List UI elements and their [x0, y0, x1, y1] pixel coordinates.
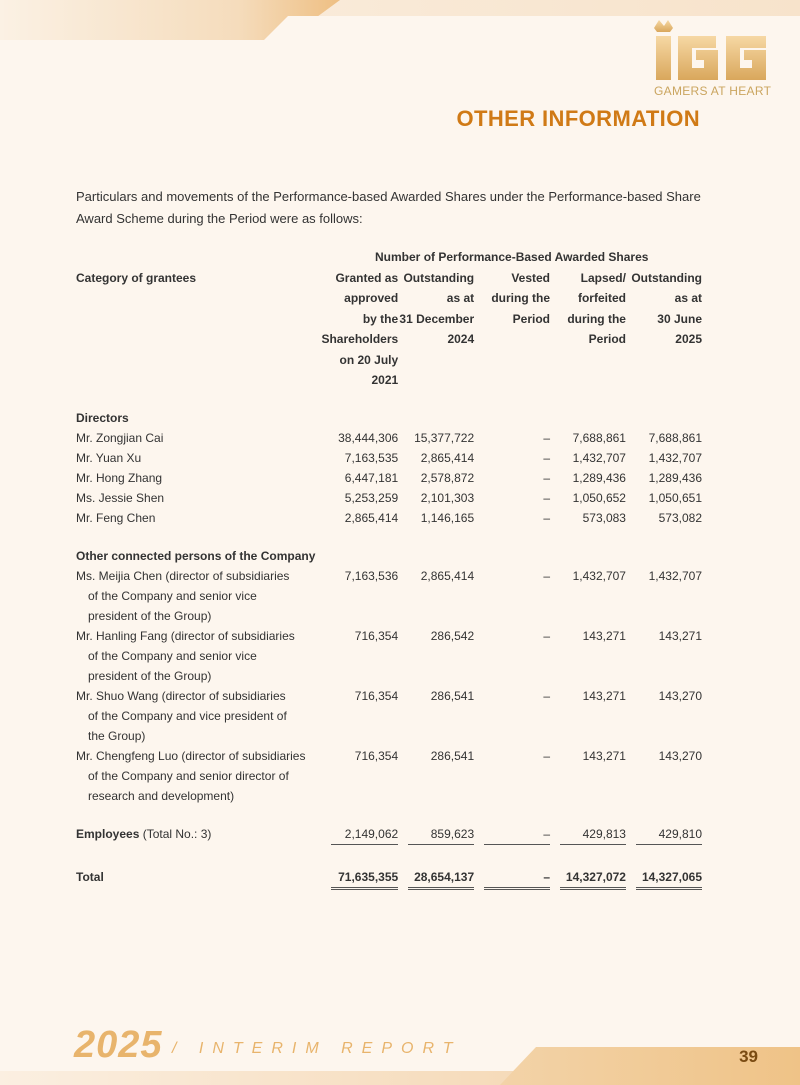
table-row: Mr. Hanling Fang (director of subsidiaries of the Company and senior vice president of the Group) 716,354 286,542 – 143,271 143,271 — [76, 629, 702, 684]
table-row: Mr. Yuan Xu 7,163,535 2,865,414 – 1,432,707 1,432,707 — [76, 451, 702, 466]
column-header-row — [76, 268, 702, 390]
table-row: Ms. Meijia Chen (director of subsidiaries of the Company and senior vice president of the Group) 7,163,536 2,865,414 – 1,432,707 1,432,707 — [76, 569, 702, 624]
group-header: Number of Performance-Based Awarded Shares — [375, 250, 649, 264]
employees-row: Employees (Total No.: 3) 2,149,062 859,623 – 429,813 429,810 — [76, 824, 702, 845]
col-category: Category of grantees — [76, 271, 197, 285]
table-row: Mr. Shuo Wang (director of subsidiaries of the Company and vice president of the Group) 716,354 286,541 – 143,271 143,270 — [76, 689, 702, 744]
col-vested: Vested during the Period — [491, 271, 551, 326]
table-row: Mr. Feng Chen 2,865,414 1,146,165 – 573,083 573,082 — [76, 511, 702, 526]
table-row: Ms. Jessie Shen 5,253,259 2,101,303 – 1,050,652 1,050,651 — [76, 491, 702, 506]
report-title: / INTERIM REPORT — [172, 1040, 462, 1057]
table-row: Mr. Chengfeng Luo (director of subsidiaries of the Company and senior director of research and development) 716,354 286,541 – 143,271 143,270 — [76, 749, 702, 804]
col-lapsed: Lapsed/ forfeited during the Period — [567, 271, 626, 347]
intro-paragraph: Particulars and movements of the Performance-based Awarded Shares under the Performance-based Share Award Scheme during the Period were as follows: — [76, 189, 701, 226]
section-title: OTHER INFORMATION — [456, 106, 700, 131]
col-outstanding-start: Outstanding as at 31 December 2024 — [399, 271, 475, 347]
crown-icon — [654, 20, 673, 32]
group-header-row — [76, 246, 702, 268]
category-directors: Directors — [76, 411, 129, 426]
col-outstanding-end: Outstanding as at 30 June 2025 — [631, 271, 702, 347]
report-year: 2025 — [74, 1024, 163, 1066]
page-number: 39 — [739, 1047, 758, 1066]
logo-tagline: GAMERS AT HEART — [654, 84, 772, 98]
col-granted: Granted as approved by the Shareholders on 20 July 2021 — [321, 271, 399, 388]
table-row: Mr. Zongjian Cai 38,444,306 15,377,722 – 7,688,861 7,688,861 — [76, 431, 702, 446]
awarded-shares-table — [76, 246, 702, 890]
total-row: Total 71,635,355 28,654,137 – 14,327,072 14,327,065 — [76, 867, 702, 890]
table-row: Mr. Hong Zhang 6,447,181 2,578,872 – 1,289,436 1,289,436 — [76, 471, 702, 486]
category-connected-persons: Other connected persons of the Company — [76, 549, 316, 564]
